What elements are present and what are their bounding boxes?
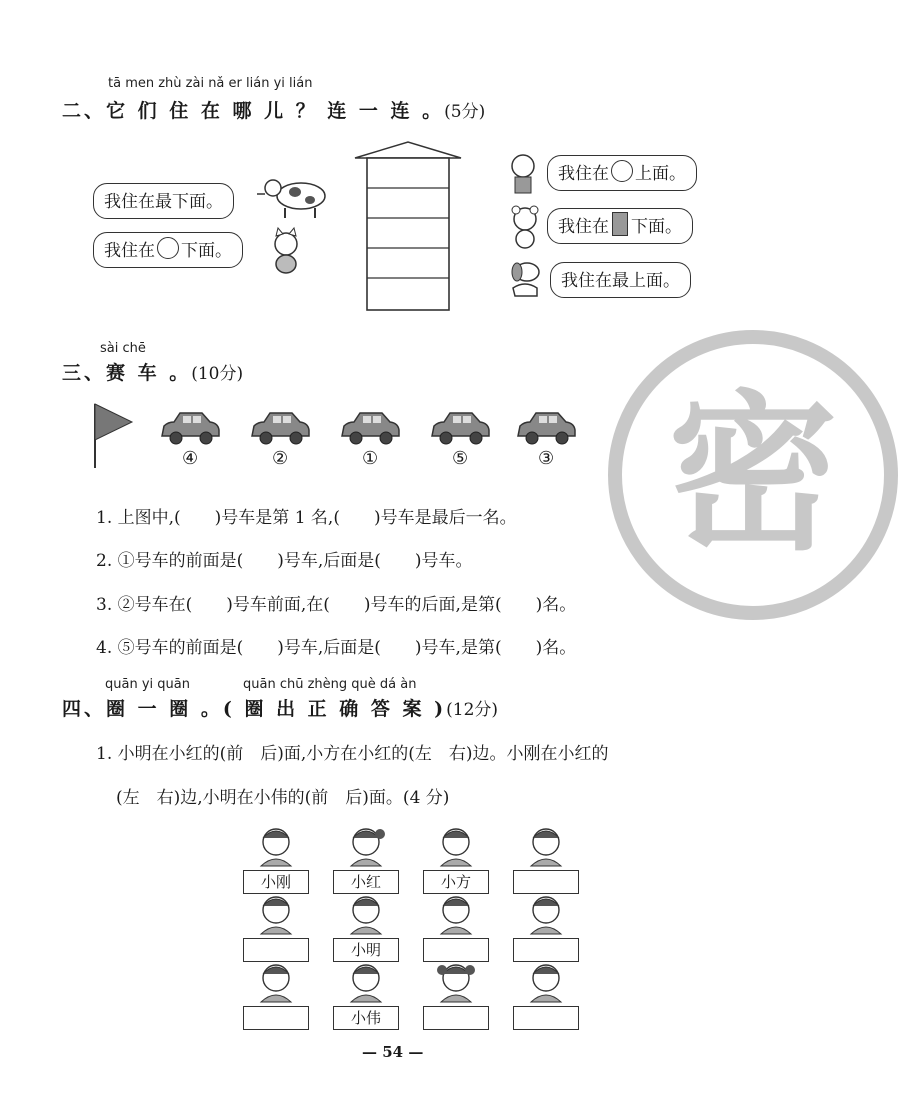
section2-title: 二、它 们 住 在 哪 儿 ？ 连 一 连 。 [62,100,445,122]
student-seat [513,894,579,962]
desk-label: 小明 [333,938,399,962]
desk-label [423,938,489,962]
section4-heading [62,694,498,721]
section3-pinyin: sài chē [100,341,146,356]
desk-label: 小刚 [243,870,309,894]
section3-heading [62,358,243,385]
section4-title: 四、圈 一 圈 。( 圈 出 正 确 答 案 ) [62,698,447,720]
child-icon [333,826,399,866]
race-car [514,410,578,469]
desk-label [513,1006,579,1030]
student-seat [423,826,489,894]
child-icon [513,962,579,1002]
car-icon [514,410,578,446]
car-icon [428,410,492,446]
bubble-cow: 我住在最下面。 [93,183,234,219]
flag-icon [90,402,136,470]
car-number: ① [362,448,379,469]
bear-icon [505,205,545,249]
section3-question-1: 1. 上图中,( )号车是第 1 名,( )号车是最后一名。 [96,508,517,528]
section2-score: (5分) [444,102,486,122]
student-seat [243,894,309,962]
race-car [338,410,402,469]
car-icon [248,410,312,446]
student-seat [243,962,309,1030]
bear-small-icon [611,160,633,182]
cow-icon [255,172,330,220]
child-icon [423,894,489,934]
section4-score: (12分) [446,700,499,720]
desk-label [243,1006,309,1030]
section4-question-1-line1: 1. 小明在小红的(前 后)面,小方在小红的(左 右)边。小刚在小红的 [96,744,609,764]
bubble-dog: 我住在最上面。 [550,262,691,298]
section2-heading [62,96,485,123]
bubble-cat-pre: 我住在 [104,241,155,261]
car-number: ② [272,448,289,469]
student-seat [333,826,399,894]
section4-pinyin-right: quān chū zhèng què dá àn [243,677,417,692]
student-seat [243,826,309,894]
student-seat [423,894,489,962]
section2-pinyin: tā men zhù zài nǎ er lián yi lián [108,76,313,91]
car-number: ⑤ [452,448,469,469]
desk-label [243,938,309,962]
section4-pinyin-left: quān yi quān [105,677,190,692]
dog-icon [503,258,545,300]
student-seat [513,826,579,894]
child-icon [513,826,579,866]
confidential-seal [608,330,898,620]
race-cars [158,410,588,470]
desk-label [513,870,579,894]
child-icon [423,826,489,866]
building-diagram [353,140,463,312]
student-seat [333,894,399,962]
section3-question-2: 2. ①号车的前面是( )号车,后面是( )号车。 [96,551,473,571]
section3-question-4: 4. ⑤号车的前面是( )号车,后面是( )号车,是第( )名。 [96,638,577,658]
race-car [248,410,312,469]
bubble-bear-pre: 我住在 [558,217,609,237]
child-icon [243,826,309,866]
bubble-cat [93,232,243,268]
bubble-bear-post: 下面。 [631,217,682,237]
race-car [428,410,492,469]
student-seat [333,962,399,1030]
car-icon [158,410,222,446]
bubble-tiger-pre: 我住在 [558,164,609,184]
child-icon [333,962,399,1002]
child-icon [513,894,579,934]
child-icon [423,962,489,1002]
car-number: ④ [182,448,199,469]
child-icon [243,894,309,934]
bubble-tiger [547,155,697,191]
desk-label: 小方 [423,870,489,894]
section4-question-1-line2: (左 右)边,小明在小伟的(前 后)面。(4 分) [116,788,450,808]
desk-label: 小红 [333,870,399,894]
seal-char: 密 [667,376,838,574]
page-number: — 54 — [362,1043,424,1061]
section3-title: 三、赛 车 。 [62,362,192,384]
student-seat [513,962,579,1030]
child-icon [243,962,309,1002]
tiger-small-icon [612,212,628,236]
bubble-bear [547,208,693,244]
race-car [158,410,222,469]
cat-icon [262,228,310,276]
bubble-cat-post: 下面。 [181,241,232,261]
section3-question-3: 3. ②号车在( )号车前面,在( )号车的后面,是第( )名。 [96,595,577,615]
section3-score: (10分) [191,364,244,384]
car-icon [338,410,402,446]
car-number: ③ [538,448,555,469]
classroom-grid [243,826,579,1026]
student-seat [423,962,489,1030]
bubble-tiger-post: 上面。 [635,164,686,184]
desk-label: 小伟 [333,1006,399,1030]
child-icon [333,894,399,934]
bear-small-icon [157,237,179,259]
tiger-icon [503,152,543,196]
desk-label [423,1006,489,1030]
desk-label [513,938,579,962]
